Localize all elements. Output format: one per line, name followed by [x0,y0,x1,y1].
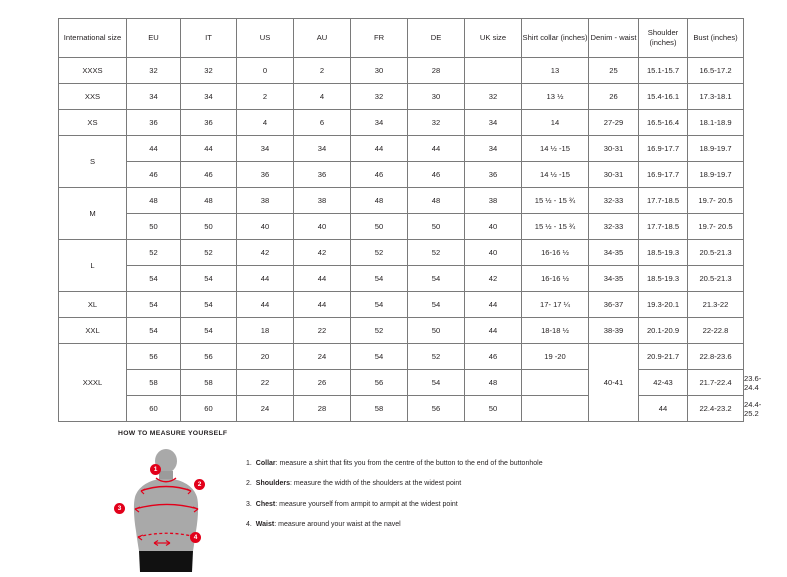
cell-value: 48 [408,188,465,214]
body-figure-illustration [118,447,228,572]
cell-value: 18.5-19.3 [639,266,688,292]
cell-value: 34 [294,136,351,162]
badge-2: 2 [194,479,205,490]
cell-value: 52 [351,240,408,266]
list-item [246,479,543,488]
cell-value: 19 -20 [522,344,589,370]
cell-value: 42 [237,240,294,266]
cell-value: 25 [589,58,639,84]
cell-international-size: XS [59,110,127,136]
cell-value: 46 [408,162,465,188]
cell-value: 44 [127,136,181,162]
table-row [59,214,744,240]
cell-value: 52 [408,344,465,370]
cell-value: 13 [522,58,589,84]
cell-value: 36 [181,110,237,136]
cell-value: 44 [294,266,351,292]
cell-value: 16.9-17.7 [639,136,688,162]
cell-international-size: XXXL [59,344,127,422]
table-row [59,136,744,162]
table-row [59,162,744,188]
table-row [59,58,744,84]
cell-value: 58 [181,370,237,396]
cell-international-size: M [59,188,127,240]
cell-value: 38 [237,188,294,214]
cell-value: 32 [465,84,522,110]
cell-value: 50 [351,214,408,240]
cell-value: 32 [408,110,465,136]
list-item-term: Shoulders [255,480,291,488]
cell-value: 52 [127,240,181,266]
list-item-term: Collar [255,460,276,467]
cell-value: 56 [181,344,237,370]
cell-value: 20.5-21.3 [688,266,744,292]
cell-value: 16-16 ½ [522,240,589,266]
cell-value: 50 [465,396,522,422]
cell-value: 24 [237,396,294,422]
cell-value: 4 [294,84,351,110]
cell-value: 44 [237,292,294,318]
cell-value: 16.5-17.2 [688,58,744,84]
list-item-text: : measure the width of the shoulders at the widest point [290,480,462,488]
cell-value: 13 ½ [522,84,589,110]
cell-value: 26 [294,370,351,396]
cell-value: 48 [127,188,181,214]
cell-value: 54 [127,292,181,318]
cell-value: 38 [294,188,351,214]
cell-value: 36 [465,162,522,188]
cell-value: 54 [408,266,465,292]
how-to-measure-section [118,430,738,572]
cell-value: 36-37 [589,292,639,318]
cell-value: 44 [294,292,351,318]
cell-value: 14 [522,110,589,136]
cell-value: 44 [408,136,465,162]
cell-value: 20 [237,344,294,370]
cell-value: 54 [181,292,237,318]
cell-value: 52 [351,318,408,344]
column-header-denim-waist: Denim - waist [589,19,639,58]
badge-1: 1 [150,464,161,475]
list-item-text: : measure a shirt that fits you from the centre of the button to the end of the buttonhole [275,460,543,467]
cell-value: 20.5-21.3 [688,240,744,266]
cell-value: 30-31 [589,136,639,162]
list-item-number: 1. [246,460,254,467]
cell-value: 34 [237,136,294,162]
list-item-text: : measure around your waist at the navel [274,521,401,529]
cell-value: 54 [127,318,181,344]
cell-value: 52 [408,240,465,266]
cell-value: 18-18 ½ [522,318,589,344]
cell-value: 32 [127,58,181,84]
cell-value: 46 [127,162,181,188]
cell-value: 19.7- 20.5 [688,188,744,214]
cell-value: 44 [237,266,294,292]
cell-value: 0 [237,58,294,84]
cell-value: 54 [181,318,237,344]
list-item [246,459,543,468]
cell-value: 42 [465,266,522,292]
cell-value: 15 ½ - 15 ¾ [522,188,589,214]
cell-value: 20.9-21.7 [639,344,688,370]
cell-value: 18.9-19.7 [688,136,744,162]
column-header-us: US [237,19,294,58]
cell-international-size: L [59,240,127,292]
cell-value: 54 [351,292,408,318]
cell-value: 26 [589,84,639,110]
cell-value: 32 [181,58,237,84]
cell-value: 44 [351,136,408,162]
cell-value [522,370,589,396]
table-row [59,344,744,370]
column-header-shoulder: Shoulder (inches) [639,19,688,58]
list-item-number: 4. [246,521,254,529]
cell-value: 34 [351,110,408,136]
cell-value: 40 [465,214,522,240]
cell-value: 34-35 [589,266,639,292]
cell-value: 30 [351,58,408,84]
cell-value: 17.3-18.1 [688,84,744,110]
table-header [59,19,744,58]
cell-value: 34 [465,136,522,162]
table-row [59,318,744,344]
cell-value: 56 [351,370,408,396]
cell-value: 44 [639,396,688,422]
list-item-number: 3. [246,500,254,508]
list-item-text: : measure yourself from armpit to armpit at the widest point [275,500,458,508]
table-row [59,266,744,292]
cell-value: 60 [181,396,237,422]
cell-value: 15.1-15.7 [639,58,688,84]
size-chart-table [58,18,762,422]
cell-value: 32-33 [589,188,639,214]
cell-value: 32-33 [589,214,639,240]
cell-value: 36 [237,162,294,188]
cell-value: 4 [237,110,294,136]
cell-value: 54 [408,370,465,396]
cell-value: 6 [294,110,351,136]
cell-value: 17.7-18.5 [639,214,688,240]
cell-value: 48 [351,188,408,214]
column-header-bust: Bust (inches) [688,19,744,58]
cell-value: 36 [127,110,181,136]
cell-value: 19.7- 20.5 [688,214,744,240]
cell-value: 22.4-23.2 [688,396,744,422]
cell-value: 21.3-22 [688,292,744,318]
cell-value: 40 [465,240,522,266]
cell-international-size: S [59,136,127,188]
cell-value: 21.7-22.4 [688,370,744,396]
list-item-term: Waist [255,521,275,529]
column-header-uk-size: UK size [465,19,522,58]
cell-value: 58 [351,396,408,422]
cell-value: 40 [237,214,294,240]
cell-value: 2 [237,84,294,110]
column-header-shirt-collar: Shirt collar (inches) [522,19,589,58]
column-header-au: AU [294,19,351,58]
how-to-measure-title: HOW TO MEASURE YOURSELF [118,430,228,437]
cell-value: 24 [294,344,351,370]
cell-value: 58 [127,370,181,396]
cell-value: 30 [408,84,465,110]
cell-value: 56 [127,344,181,370]
cell-value: 36 [294,162,351,188]
column-header-eu: EU [127,19,181,58]
cell-value: 44 [465,318,522,344]
cell-value [522,396,589,422]
torso-diagram-icon [118,447,228,572]
cell-value: 54 [351,344,408,370]
cell-value: 18.5-19.3 [639,240,688,266]
cell-value: 15.4-16.1 [639,84,688,110]
cell-value: 22 [294,318,351,344]
cell-value: 38-39 [589,318,639,344]
cell-value: 16-16 ½ [522,266,589,292]
cell-value: 28 [408,58,465,84]
cell-value: 34-35 [589,240,639,266]
cell-international-size: XXS [59,84,127,110]
cell-value: 2 [294,58,351,84]
cell-international-size: XXL [59,318,127,344]
column-header-de: DE [408,19,465,58]
cell-value: 17- 17 ¼ [522,292,589,318]
cell-value: 50 [408,318,465,344]
table-row: 58 58 22 26 56 54 48 42-43 21.7-22.4 23.6-24.4 [59,370,744,396]
cell-value: 54 [181,266,237,292]
cell-value: 52 [181,240,237,266]
cell-value: 44 [181,136,237,162]
table-row [59,84,744,110]
cell-value: 60 [127,396,181,422]
cell-value: 40 [294,214,351,240]
cell-value: 42 [294,240,351,266]
column-header-it: IT [181,19,237,58]
cell-value: 27-29 [589,110,639,136]
cell-value: 34 [465,110,522,136]
cell-value: 54 [408,292,465,318]
cell-value: 22 [237,370,294,396]
list-item [246,520,543,529]
column-header-fr: FR [351,19,408,58]
cell-international-size: XL [59,292,127,318]
cell-value: 20.1-20.9 [639,318,688,344]
cell-value: 17.7-18.5 [639,188,688,214]
cell-value: 38 [465,188,522,214]
cell-value: 40-41 [589,344,639,422]
cell-value: 34 [127,84,181,110]
column-header-international-size: International size [59,19,127,58]
cell-value: 54 [351,266,408,292]
table-row [59,292,744,318]
list-item-number: 2. [246,480,254,488]
cell-value: 22-22.8 [688,318,744,344]
cell-value: 50 [408,214,465,240]
table-body [59,58,762,422]
cell-value: 50 [127,214,181,240]
cell-value: 16.5-16.4 [639,110,688,136]
table-row [59,240,744,266]
cell-value: 32 [351,84,408,110]
cell-value: 48 [181,188,237,214]
cell-value: 34 [181,84,237,110]
cell-international-size: XXXS [59,58,127,84]
cell-value: 22.8-23.6 [688,344,744,370]
cell-value: 48 [465,370,522,396]
table-row: 60 60 24 28 58 56 50 44 22.4-23.2 24.4-25.2 [59,396,744,422]
cell-value: 42-43 [639,370,688,396]
badge-3: 3 [114,503,125,514]
cell-value: 28 [294,396,351,422]
cell-value: 19.3-20.1 [639,292,688,318]
cell-value: 14 ½ -15 [522,162,589,188]
cell-value: 46 [351,162,408,188]
cell-value: 18 [237,318,294,344]
cell-value: 44 [465,292,522,318]
cell-value: 30-31 [589,162,639,188]
cell-value: 46 [181,162,237,188]
cell-value: 56 [408,396,465,422]
cell-value: 18.9-19.7 [688,162,744,188]
cell-value: 15 ½ - 15 ¾ [522,214,589,240]
measurement-instructions-list [246,459,543,541]
cell-value: 16.9-17.7 [639,162,688,188]
table-row [59,188,744,214]
badge-4: 4 [190,532,201,543]
cell-value: 50 [181,214,237,240]
table-row [59,110,744,136]
list-item-term: Chest [255,500,276,508]
cell-value: 46 [465,344,522,370]
cell-value: 54 [127,266,181,292]
cell-value [465,58,522,84]
table-header-row [59,19,744,58]
cell-value: 14 ½ -15 [522,136,589,162]
cell-value: 18.1-18.9 [688,110,744,136]
list-item [246,500,543,509]
